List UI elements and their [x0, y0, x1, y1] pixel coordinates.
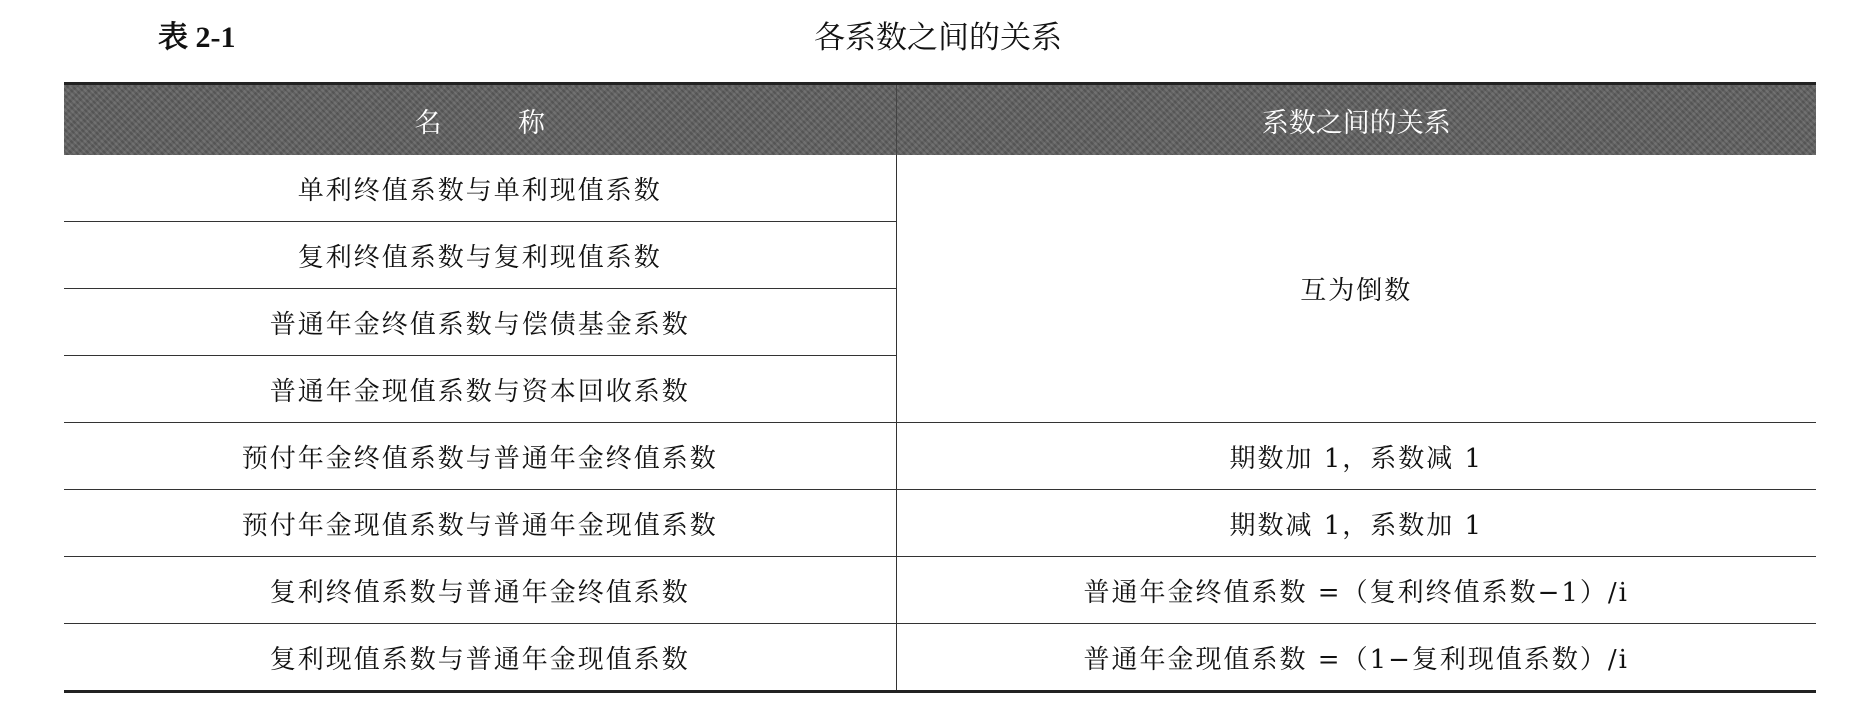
relation-cell: 期数减 1，系数加 1: [896, 490, 1816, 557]
name-cell: 预付年金现值系数与普通年金现值系数: [64, 490, 896, 557]
name-cell: 复利现值系数与普通年金现值系数: [64, 624, 896, 692]
table-row: [64, 557, 1816, 624]
relation-cell: 普通年金现值系数 =（1−复利现值系数）/i: [896, 624, 1816, 692]
relation-cell: 期数加 1，系数减 1: [896, 423, 1816, 490]
name-cell: 复利终值系数与普通年金终值系数: [64, 557, 896, 624]
name-cell: 普通年金现值系数与资本回收系数: [64, 356, 896, 423]
table-row: [64, 624, 1816, 692]
relation-cell: 互为倒数: [896, 155, 1816, 423]
table-row: [64, 490, 1816, 557]
name-cell: 普通年金终值系数与偿债基金系数: [64, 289, 896, 356]
relation-table: [64, 82, 1816, 693]
header-name: 名 称: [64, 84, 896, 156]
table-title: 各系数之间的关系: [814, 20, 1062, 56]
coefficient-relation-table: [64, 82, 1816, 693]
name-cell: 单利终值系数与单利现值系数: [64, 155, 896, 222]
name-cell: 复利终值系数与复利现值系数: [64, 222, 896, 289]
table-row: [64, 423, 1816, 490]
table-row: [64, 155, 1816, 222]
header-relation: 系数之间的关系: [896, 84, 1816, 156]
header-row: [64, 84, 1816, 156]
name-cell: 预付年金终值系数与普通年金终值系数: [64, 423, 896, 490]
relation-cell: 普通年金终值系数 =（复利终值系数−1）/i: [896, 557, 1816, 624]
table-number: 表 2-1: [158, 21, 236, 54]
